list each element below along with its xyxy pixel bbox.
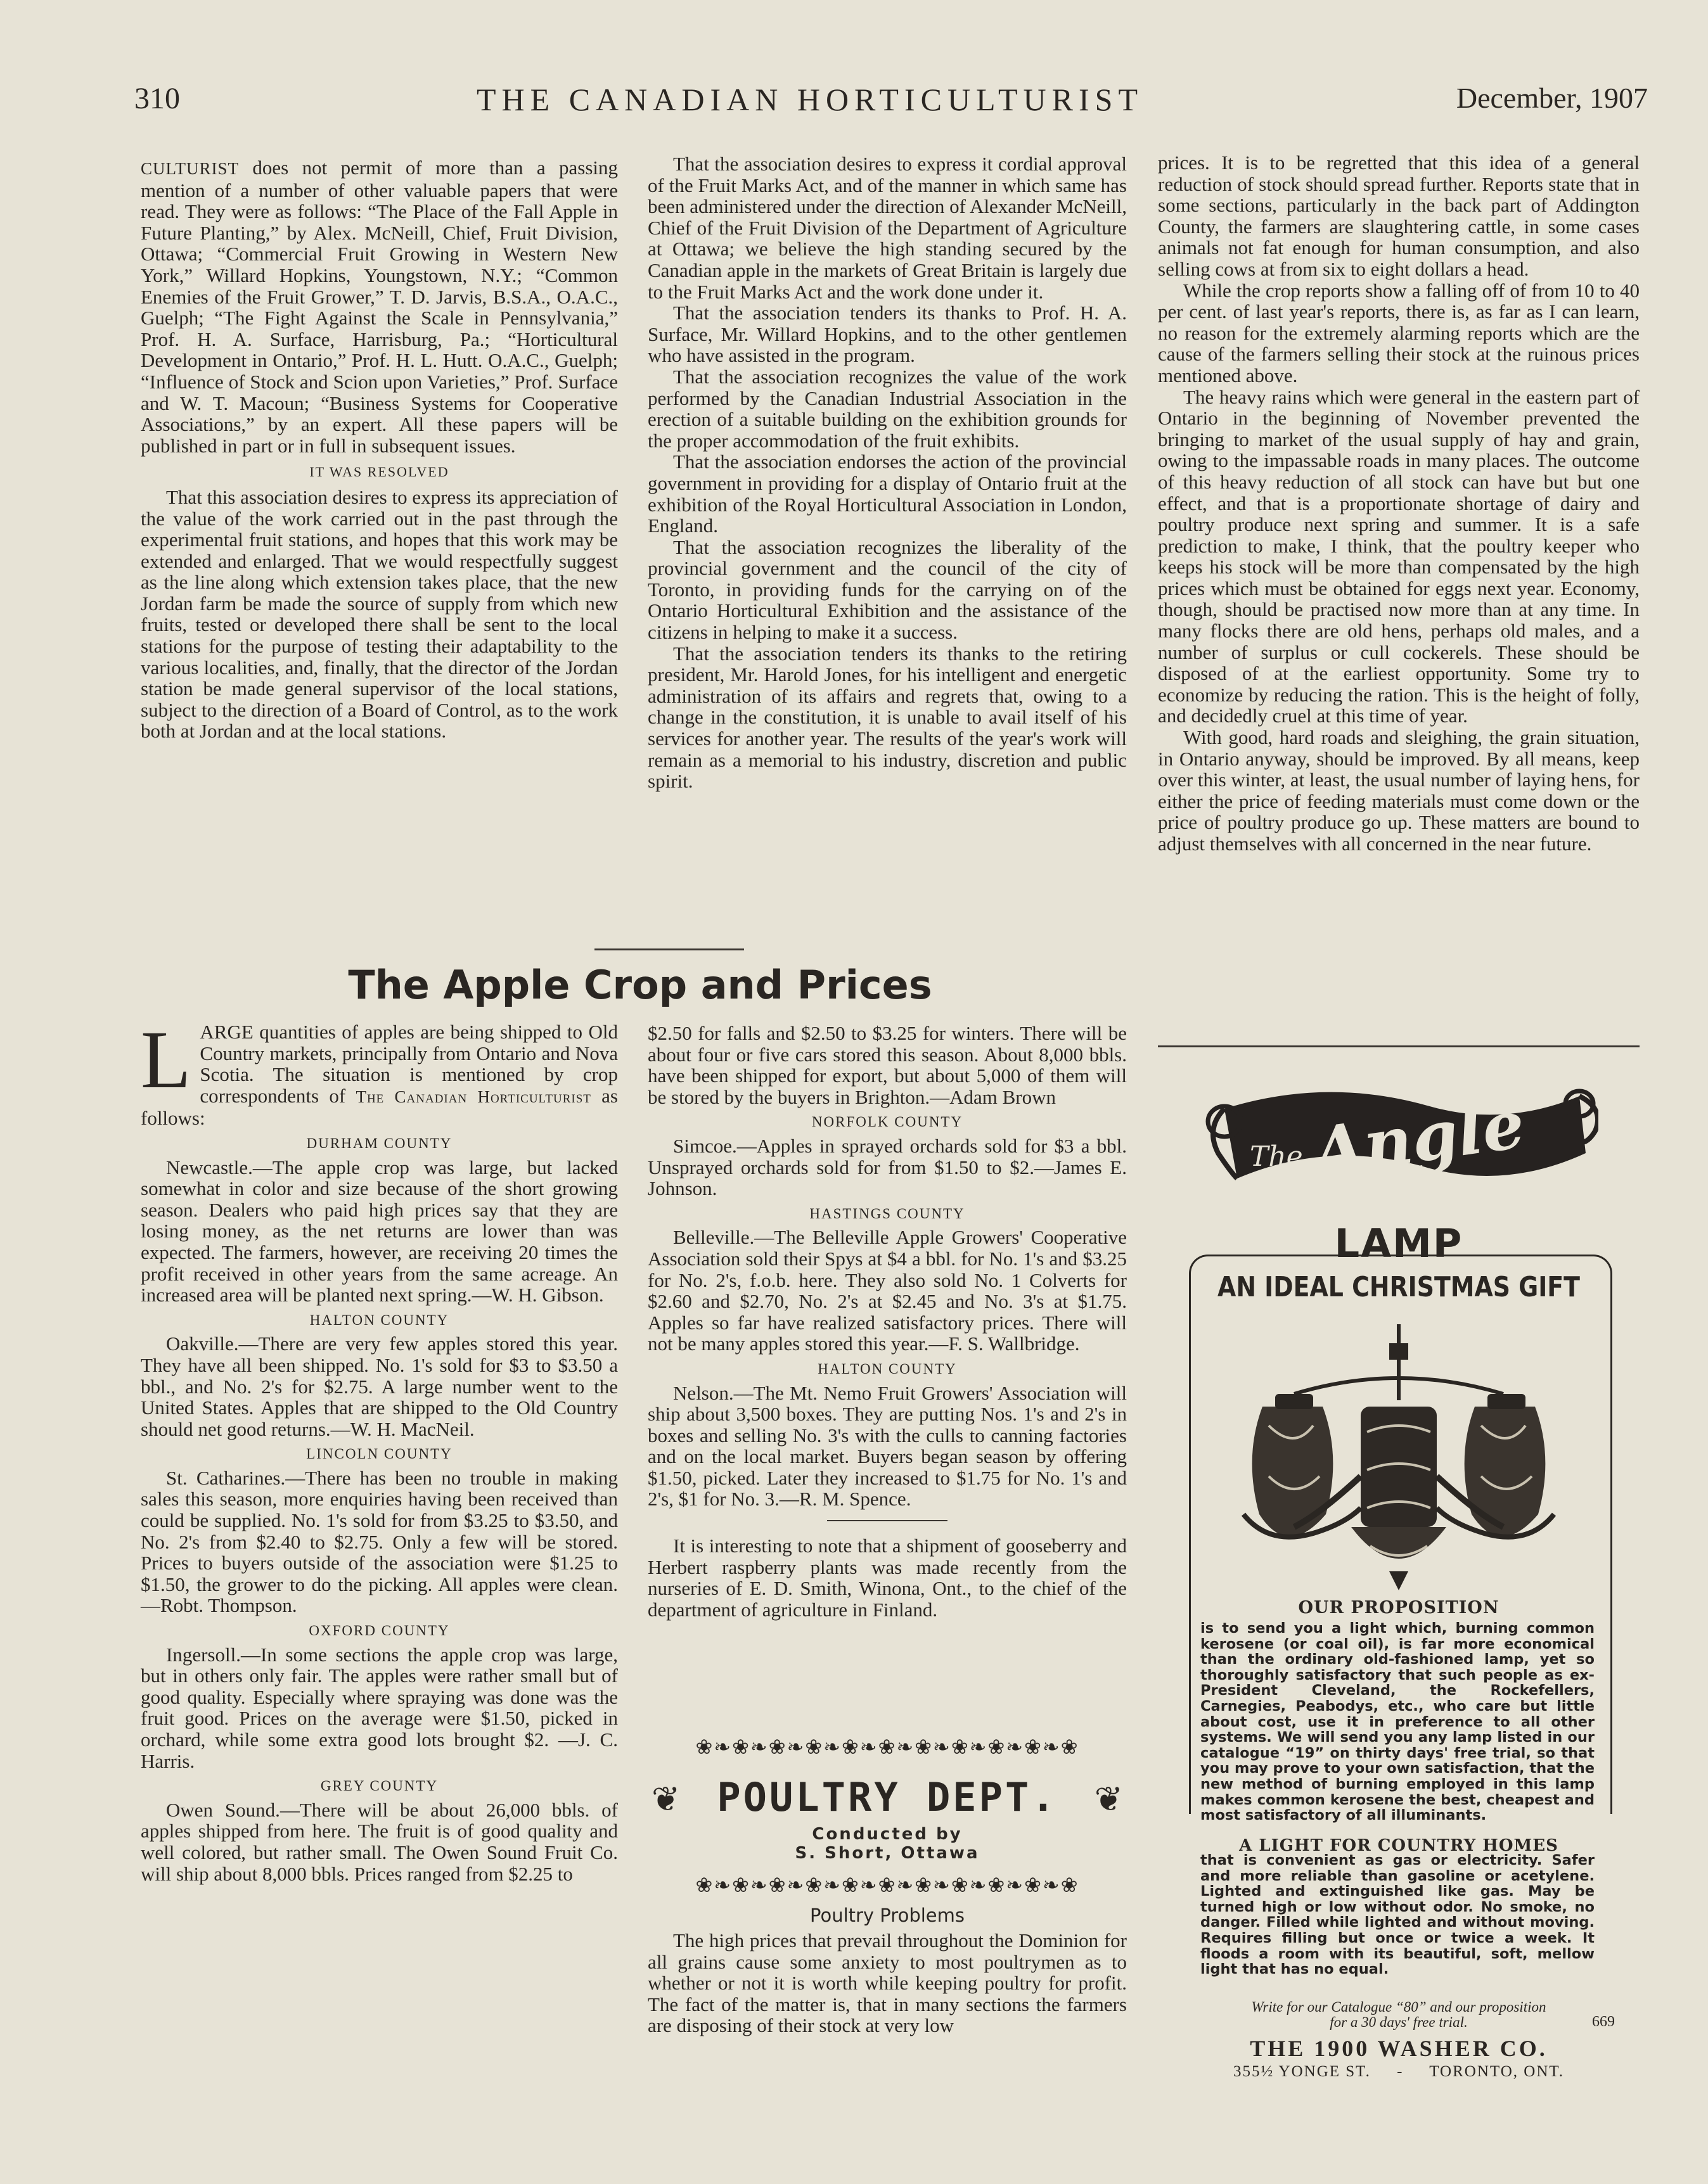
resolution-paragraph: That the association tenders its thanks to Prof. H. A. Surface, Mr. Willard Hopkins, and to the other gentlemen who have assisted in the program. xyxy=(648,302,1127,367)
county-heading: GREY COUNTY xyxy=(320,1778,439,1794)
county-report: Belleville.—The Belleville Apple Growers' Cooperative Association sold their Spys at $4 a bbl. for No. 1's and $3.25 for No. 2's, f.o.b. here. They also sold No. 1 Colverts for $2.60 and $2.70, No. 2's at $2.45 and No. 3's at $1.75. Apples so far have realized satisfactory prices. There will not be many apples stored this year.—F. S. Wallbridge. xyxy=(648,1226,1127,1355)
resolution-paragraph: That the association recognizes the value of the work performed by the Canadian Industrial Association in the erection of a suitable building on the exhibition grounds for the proper accommodation of the fruit exhibits. xyxy=(648,365,1127,452)
ad-street: 355½ YONGE ST. xyxy=(1233,2063,1371,2080)
ornament-left-icon: ❦ xyxy=(652,1780,681,1818)
poultry-column xyxy=(648,1930,1127,2036)
county-report: Newcastle.—The apple crop was large, but lacked somewhat in color and size because of the short growing season. Dealers who paid high prices say that they are losing money, as the net returns are lower than was expected. The farmers, however, are receiving 20 times the profit received in other years from the same acreage. An increased area will be planted next spring.—W. H. Gibson. xyxy=(141,1156,618,1306)
poultry-subhead: Poultry Problems xyxy=(810,1905,965,1926)
resolution-paragraph: That the association recognizes the liberality of the provincial government and the council of the city of Toronto, in providing funds for the carrying on of the Ontario Horticultural Exhibition and the assistance of the citizens in helping to make it a success. xyxy=(648,535,1127,644)
county-heading: HALTON COUNTY xyxy=(309,1312,449,1328)
ad-address xyxy=(1180,2063,1617,2081)
ad-country-homes-title: A LIGHT FOR COUNTRY HOMES xyxy=(1239,1836,1558,1855)
resolution-paragraph: That the association endorses the action of the provincial government in providing for a display of Ontario fruit at the exhibition of the Royal Horticultural Association in London, England. xyxy=(648,450,1127,537)
poultry-continued-paragraph: prices. It is to be regretted that this idea of a general reduction of stock should spread further. Reports state that in some sections, particularly in the back part of Addington County, the farmers are slaughtering cattle, in some cases animals not fat enough for human consumption, and also selling cows at from six to eight dollars a head. xyxy=(1158,151,1640,280)
county-heading: NORFOLK COUNTY xyxy=(811,1114,963,1130)
county-heading: HALTON COUNTY xyxy=(818,1360,957,1377)
news-note: It is interesting to note that a shipment of gooseberry and Herbert raspberry plants was made recently from the nurseries of E. D. Smith, Winona, Ont., to the chief of the department of agriculture in Finland. xyxy=(648,1535,1127,1621)
county-report: Ingersoll.—In some sections the apple crop was large, but in others only fair. The apples were rather small but of good quality. Especially where spraying was done was the fruit good. Prices on the average were $1.50, picked in orchard, while some extra good lots brought $2. —J. C. Harris. xyxy=(141,1643,618,1772)
article-title: The Apple Crop and Prices xyxy=(348,962,932,1008)
ad-product: LAMP xyxy=(1334,1220,1463,1267)
resolution-paragraph: That this association desires to express its appreciation of the value of the work carried out in the past through the experimental fruit stations, and hopes that this work may be extended and enlarged. That we would respectfully suggest as the line along which extension takes place, that the new Jordan farm be made the source of supply from which new fruits, tested or developed there shall be sent to the local stations for the purpose of testing their adaptability to the various localities, and, finally, that the director of the Jordan station be made general supervisor of the local stations, subject to the direction of a Board of Control, as to the work both at Jordan and at the local stations. xyxy=(141,485,618,743)
page-number: 310 xyxy=(134,82,180,115)
ad-address-sep: - xyxy=(1397,2063,1404,2080)
poultry-dept-header xyxy=(648,1735,1127,1898)
poultry-byline xyxy=(648,1825,1127,1863)
county-report: Nelson.—The Mt. Nemo Fruit Growers' Association will ship about 3,500 boxes. They are putting Nos. 1's and 2's in boxes and selling No. 3's with the culls to canning factories and on the local market. Buyers began season by offering $1.50, picked. Later they increased to $1.75 for No. 1's and 2's, $1 for No. 3.—R. M. Spence. xyxy=(648,1381,1127,1510)
county-report: Owen Sound.—There will be about 26,000 bbls. of apples shipped from here. The fruit is of good quality and well colored, but rather small. The Owen Sound Fruit Co. will ship about 8,000 bbls. Prices ranged from $2.25 to xyxy=(141,1798,618,1885)
ad-country-homes-text: that is convenient as gas or electricity. Safer and more reliable than gasoline or acetylene. Lighted and extinguished like gas. May be turned high or low without odor. No smoke, no danger. Filled while lighted and without moving. Requires filling but once or twice a week. It floods a room with its beautiful, soft, mellow light that has no equal. xyxy=(1200,1852,1595,1978)
poultry-paragraph: While the crop reports show a falling off of from 10 to 40 per cent. of last year's reports, there is, as far as I can learn, no reason for the extremely alarming reports which are the cause of the farmers selling their stock at the ruinous prices mentioned above. xyxy=(1158,279,1640,386)
journal-name-tail: CULTURIST xyxy=(141,159,240,178)
column-2 xyxy=(648,153,1127,792)
papers-list-text: does not permit of more than a passing mention of a number of other valuable papers that were read. They were as follows: “The Place of the Fall Apple in Future Planting,” by Alex. McNeill, Chief, Fruit Division, Ottawa; “Commercial Fruit Growing in Western New York,” Willard Hopkins, Youngstown, N.Y.; “Common Enemies of the Fruit Grower,” T. D. Jarvis, B.S.A., O.A.C., Guelph; “The Fight Against the Scale in Pennsylvania,” Prof. H. A. Surface, Harrisburg, Pa.; “Horticultural Development in Ontario,” Prof. H. L. Hutt. O.A.C., Guelph; “Influence of Stock and Scion upon Varieties,” Prof. Surface and W. T. Macoun; “Business Systems for Cooperative Associations,” by an expert. All these papers will be published in part or in full in subsequent issues. xyxy=(141,156,618,457)
angle-lamp-banner xyxy=(1199,1071,1598,1223)
poultry-paragraph: The heavy rains which were general in the eastern part of Ontario in the beginning of November prevented the bringing to market of the usual supply of hay and grain, owing to the impassable roads in many places. The outcome of this heavy reduction of all stock can have but but one effect, and that is a proportionate shortage of dairy and poultry produce next spring and summer. It is a safe prediction to make, I think, that the poultry keeper who keeps his stock will be more than compensated by the high prices which must be obtained for eggs next year. Economy, though, should be practised now more than at any time. In many flocks there are old hens, perhaps old males, and a number of surplus or cull cockerels. These should be disposed of at the earliest opportunity. Some try to economize by reducing the ration. This is the height of folly, and decidedly cruel at this time of year. xyxy=(1158,385,1640,727)
journal-title: THE CANADIAN HORTICULTURIST xyxy=(477,82,1144,117)
ad-brand-name: Angle xyxy=(1308,1084,1529,1192)
drop-cap: L xyxy=(141,1014,191,1106)
poultry-paragraph: With good, hard roads and sleighing, the grain situation, in Ontario anyway, should be improved. By all means, keep over this winter, at least, the usual number of laying hens, for either the price of feeding materials must come down or the price of poultry produce go up. These matters are bound to adjust themselves with all concerned in the near future. xyxy=(1158,726,1640,855)
apple-column-left xyxy=(141,1014,618,1885)
article-intro xyxy=(141,1014,618,1130)
county-heading: OXFORD COUNTY xyxy=(309,1623,450,1639)
resolution-paragraph: That the association tenders its thanks to the retiring president, Mr. Harold Jones, for his intelligent and energetic administration of its affairs and regrets that, owing to a change in the constitution, it is unable to avail itself of his services for another year. The results of the year's work will remain as a memorial to his industry, discretion and public spirit. xyxy=(648,642,1127,793)
column-3 xyxy=(1158,152,1640,855)
resolution-paragraph: That the association desires to express it cordial approval of the Fruit Marks Act, and of the manner in which same has been administered under the direction of Alexander McNeill, Chief of the Fruit Division of the Department of Agriculture at Ottawa; we believe the high standing secured by the Canadian apple in the markets of Great Britain is largely due to the Fruit Marks Act and the work done under it. xyxy=(648,153,1127,303)
ad-brand-the: The xyxy=(1250,1140,1303,1173)
county-heading: HASTINGS COUNTY xyxy=(809,1205,965,1222)
county-report-continued: $2.50 for falls and $2.50 to $3.25 for winters. There will be about four or five cars stored this season. About 8,000 bbls. have been shipped for export, but about 5,000 of them will be stored by the buyers in Brighton.—Adam Brown xyxy=(648,1022,1127,1108)
ad-city: TORONTO, ONT. xyxy=(1429,2063,1565,2080)
county-report: Oakville.—There are very few apples stored this year. They have all been shipped. No. 1's sold for $3 to $3.50 a bbl., and No. 2's for $2.75. A large number went to the United States. Apples that are shipped to the Old Country should net good returns.—W. H. MacNeil. xyxy=(141,1332,618,1440)
short-divider xyxy=(827,1520,947,1521)
ad-proposition-title: OUR PROPOSITION xyxy=(1298,1598,1499,1618)
ad-catalogue-offer xyxy=(1180,2000,1617,2030)
ad-company: THE 1900 WASHER CO. xyxy=(1250,2036,1548,2061)
county-report: Simcoe.—Apples in sprayed orchards sold for $3 a bbl. Unsprayed orchards sold for from $1.50 to $2.—James E. Johnson. xyxy=(648,1134,1127,1200)
county-heading: LINCOLN COUNTY xyxy=(306,1446,453,1462)
ornamental-border-top: ❀❧❀❧❀❧❀❧❀❧❀❧❀❧❀❧❀❧❀❧❀ xyxy=(695,1735,1079,1758)
column-1 xyxy=(141,157,618,742)
resolved-heading: IT WAS RESOLVED xyxy=(309,464,449,480)
apple-column-right xyxy=(648,1023,1127,1620)
paragraph xyxy=(141,157,618,456)
ornamental-border-bottom: ❀❧❀❧❀❧❀❧❀❧❀❧❀❧❀❧❀❧❀❧❀ xyxy=(695,1874,1079,1896)
page-header xyxy=(134,81,1648,123)
ad-trial-line: for a 30 days' free trial. xyxy=(1330,2014,1468,2030)
ad-divider xyxy=(1158,1045,1640,1047)
section-divider xyxy=(594,948,744,950)
intro-text: ARGE quantities of apples are being shipped to Old Country markets, principally from Ontario and Nova Scotia. The situation is mentioned by crop correspondents of xyxy=(200,1021,618,1107)
ad-proposition-text: is to send you a light which, burning common kerosene (or coal oil), is far more economical than the ordinary old-fashioned lamp, yet so thoroughly satisfactory that such people as ex-President Cleveland, the Rockefellers, Carnegies, Peabodys, etc., who care but little about cost, use it in preference to all other systems. We will send you any lamp listed in our catalogue “19” on thirty days' free trial, so that you may prove to your own satisfaction, that the new method of burning employed in this lamp makes common kerosene the best, cheapest and most satisfactory of all illuminants. xyxy=(1200,1620,1595,1824)
conducted-by: Conducted by xyxy=(812,1825,963,1844)
county-heading: DURHAM COUNTY xyxy=(306,1135,453,1151)
county-report: St. Catharines.—There has been no trouble in making sales this season, more enquiries having been received than could be supplied. No. 1's sold for from $3.25 to $3.50, and No. 2's from $2.40 to $2.75. Only a few will be stored. Prices to buyers outside of the association were $1.25 to $1.50, the grower to do the picking. All apples were clean.—Robt. Thompson. xyxy=(141,1466,618,1617)
angle-lamp-advertisement xyxy=(1180,1071,1617,2091)
poultry-paragraph: The high prices that prevail throughout the Dominion for all grains cause some anxiety to most poultrymen as to whether or not it is worth while keeping poultry for profit. The fact of the matter is, that in many sections the farmers are disposing of their stock at very low xyxy=(648,1929,1127,2037)
ad-catalogue-line: Write for our Catalogue “80” and our proposition xyxy=(1251,1999,1546,2015)
intro-end: as follows: xyxy=(141,1084,618,1130)
journal-reference: The Canadian Horticulturist xyxy=(356,1087,591,1106)
ornament-right-icon: ❦ xyxy=(1094,1780,1123,1818)
ad-headline: AN IDEAL CHRISTMAS GIFT xyxy=(1217,1271,1580,1303)
ad-key-number: 669 xyxy=(1592,2014,1615,2030)
poultry-dept-title: POULTRY DEPT. xyxy=(717,1774,1058,1820)
poultry-author: S. Short, Ottawa xyxy=(795,1844,980,1863)
issue-date: December, 1907 xyxy=(1456,82,1648,114)
